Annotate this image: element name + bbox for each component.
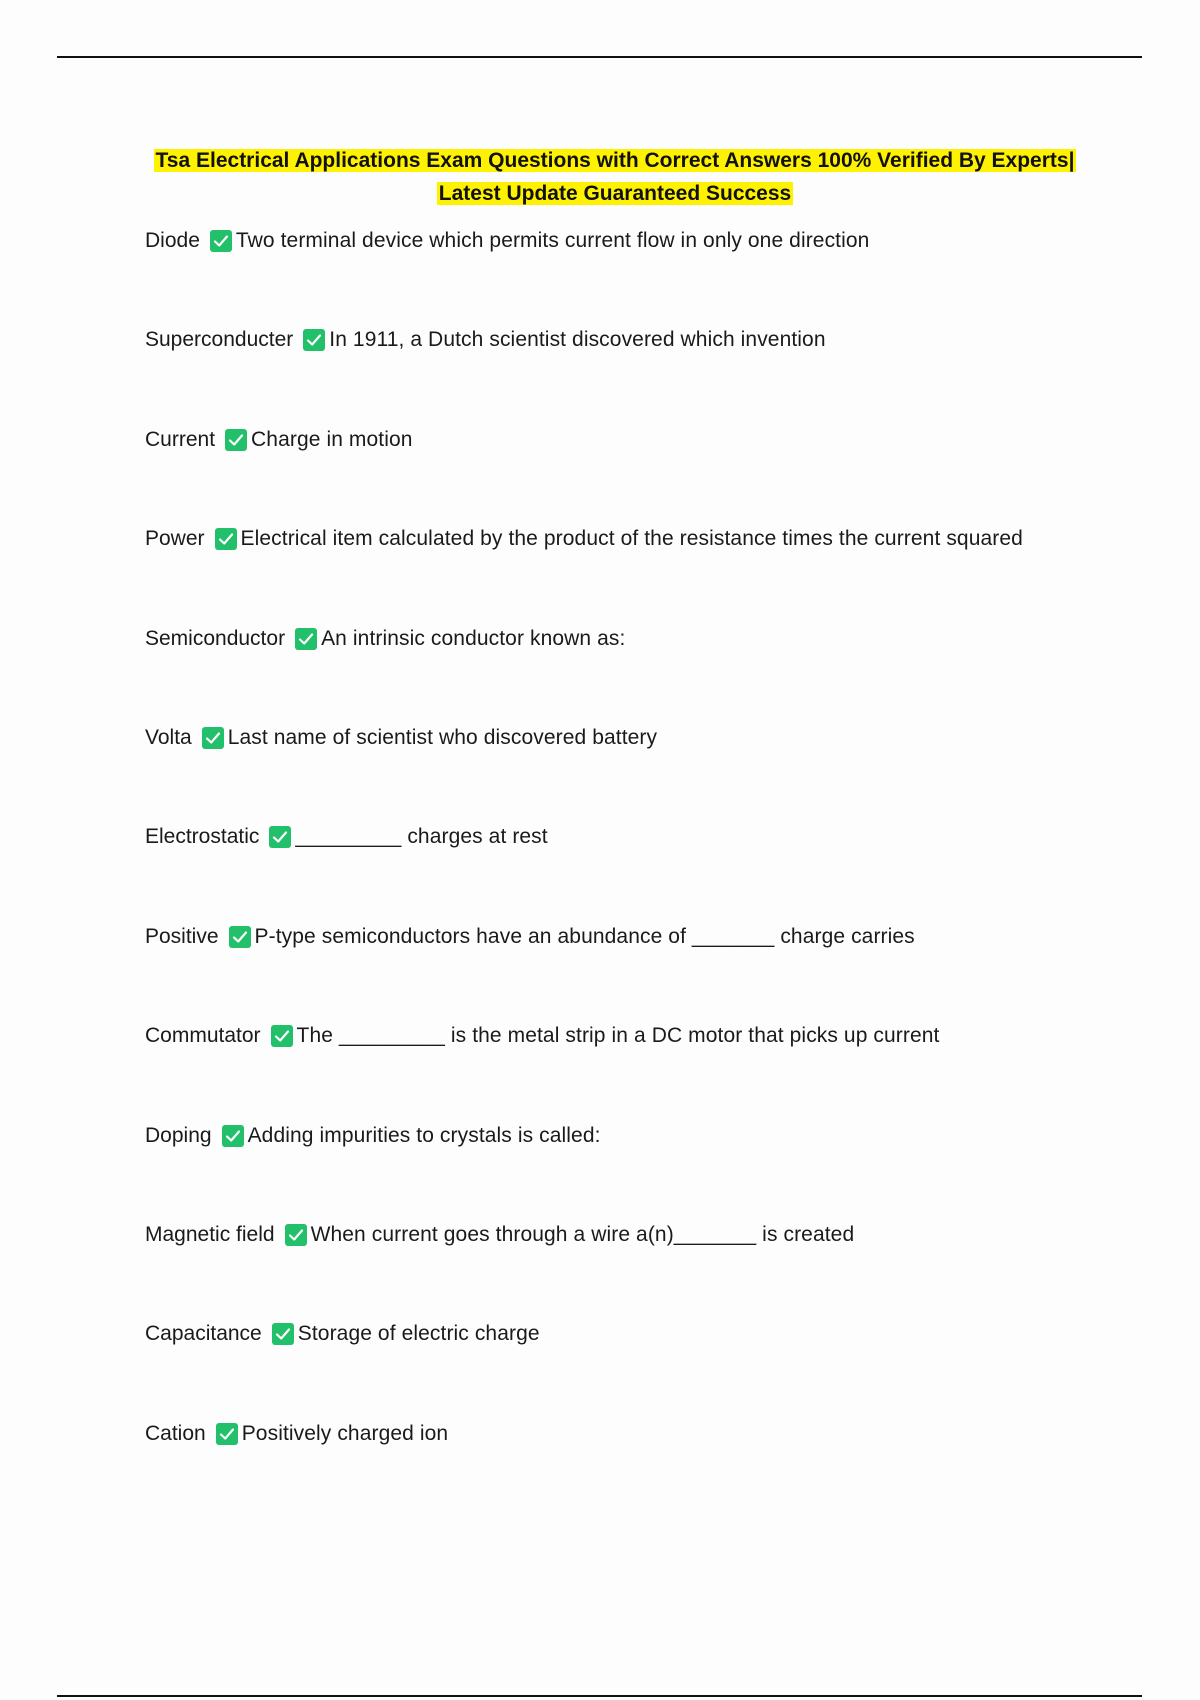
qa-item <box>145 1021 1155 1120</box>
qa-term: Volta <box>145 725 192 749</box>
qa-item <box>145 1121 1155 1220</box>
qa-item <box>145 922 1155 1021</box>
top-divider <box>57 56 1142 58</box>
qa-term: Power <box>145 527 205 551</box>
qa-item <box>145 723 1155 822</box>
qa-term: Capacitance <box>145 1322 262 1346</box>
qa-definition: Positively charged ion <box>241 1421 449 1445</box>
qa-term: Commutator <box>145 1024 261 1048</box>
document-title <box>130 144 1100 210</box>
check-mark-icon <box>225 429 247 451</box>
qa-definition: Adding impurities to crystals is called: <box>247 1123 601 1147</box>
qa-term: Cation <box>145 1421 206 1445</box>
check-mark-icon <box>215 528 237 550</box>
qa-definition: In 1911, a Dutch scientist discovered which invention <box>329 328 826 352</box>
check-mark-icon <box>222 1125 244 1147</box>
qa-definition: Two terminal device which permits current flow in only one direction <box>235 229 870 252</box>
check-mark-icon <box>272 1323 294 1345</box>
check-mark-icon <box>285 1224 307 1246</box>
qa-definition: Charge in motion <box>251 427 413 451</box>
qa-term: Doping <box>145 1123 212 1147</box>
title-line-2: Latest Update Guaranteed Success <box>438 182 792 205</box>
qa-definition: Storage of electric charge <box>297 1322 540 1346</box>
check-mark-icon <box>202 727 224 749</box>
check-mark-icon <box>295 628 317 650</box>
qa-item <box>145 624 1155 723</box>
qa-term: Superconducter <box>145 328 294 352</box>
bottom-divider <box>57 1695 1142 1697</box>
qa-definition: Electrical item calculated by the product of the resistance times the current squared <box>240 527 1023 551</box>
qa-definition: P-type semiconductors have an abundance of _______ charge carries <box>254 924 915 948</box>
qa-term: Positive <box>145 924 219 948</box>
qa-item <box>145 822 1155 921</box>
check-mark-icon <box>229 926 251 948</box>
check-mark-icon <box>269 826 291 848</box>
qa-term: Electrostatic <box>145 825 260 849</box>
qa-term: Current <box>145 427 216 451</box>
title-line-1: Tsa Electrical Applications Exam Questions with Correct Answers 100% Verified By Experts| <box>155 149 1075 172</box>
qa-definition: When current goes through a wire a(n)_______ is created <box>310 1222 855 1246</box>
qa-item <box>145 1220 1155 1319</box>
qa-item <box>145 1419 1155 1518</box>
qa-definition: The _________ is the metal strip in a DC motor that picks up current <box>296 1024 940 1048</box>
qa-item <box>145 226 1155 325</box>
check-mark-icon <box>210 230 232 252</box>
qa-definition: _________ charges at rest <box>295 825 548 849</box>
qa-item <box>145 524 1155 623</box>
check-mark-icon <box>216 1423 238 1445</box>
qa-term: Magnetic field <box>145 1222 275 1246</box>
qa-item <box>145 1319 1155 1418</box>
qa-item <box>145 425 1155 524</box>
qa-definition: Last name of scientist who discovered battery <box>227 725 658 749</box>
qa-term: Semiconductor <box>145 626 286 650</box>
qa-item <box>145 325 1155 424</box>
check-mark-icon <box>271 1025 293 1047</box>
qa-term: Diode <box>145 229 200 252</box>
qa-list <box>145 226 1155 1518</box>
qa-definition: An intrinsic conductor known as: <box>321 626 626 650</box>
check-mark-icon <box>303 329 325 351</box>
